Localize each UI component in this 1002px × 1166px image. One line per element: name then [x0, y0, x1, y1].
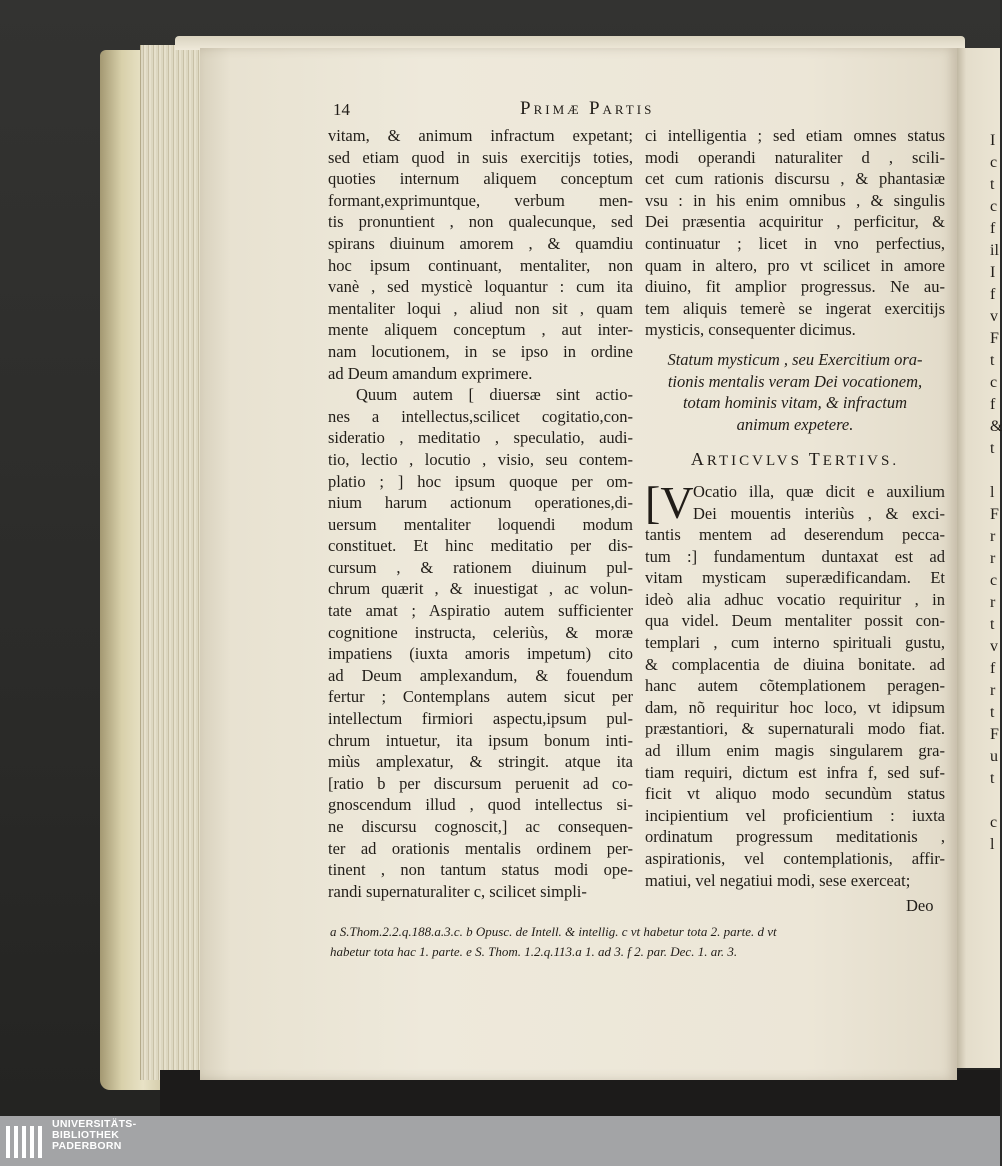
article-line: templari , cum interno spirituali gustu, [645, 633, 945, 653]
left-column-line: constituet. Et hinc meditatio per dis- [328, 536, 633, 556]
facing-page-letter: l [990, 836, 995, 853]
facing-page-letter: r [990, 528, 996, 545]
left-column-line: sed etiam quod in suis exercitijs toties, [328, 147, 633, 167]
left-column-line: ne discursu cognoscit,] ac consequen- [328, 817, 633, 836]
running-title-cap-2: P [588, 98, 603, 119]
facing-page-letter: v [990, 638, 998, 655]
heading-line: animum expetere. [736, 414, 854, 434]
left-column-line: fertur ; Contemplans autem sicut per [328, 687, 633, 707]
left-column-line: ad Deum amandum exprimere. [328, 363, 533, 383]
running-title-rest-1: RIMÆ [533, 102, 582, 117]
left-column-line: gnoscendum illud , quod intellectus si- [328, 795, 633, 815]
article-body [645, 476, 945, 891]
library-footer-bar [0, 1116, 1000, 1166]
article-line: Dei mouentis interiùs , & exci- [693, 503, 945, 523]
left-column-line: impatiens (iuxta amoris impetum) cito [328, 644, 633, 664]
article-line: vitam mysticam superædificandam. Et [645, 568, 945, 588]
facing-page-letter: f [990, 286, 996, 303]
facing-page-letter: c [990, 572, 998, 589]
right-column-line: ci intelligentia ; sed etiam omnes status [645, 126, 945, 145]
right-column-line: continuatur ; licet in vno perfectius, [645, 233, 945, 253]
left-column-line: nium harum actionum operationes,di- [328, 493, 633, 513]
article-line: aspirationis, vel contemplationis, affir- [645, 849, 945, 868]
facing-page-letter: t [990, 176, 995, 193]
section-heading [645, 349, 945, 435]
left-column-line: chrum intuetur, ita ipsum bonum inti- [328, 730, 633, 750]
article-heading [645, 449, 945, 473]
right-column [645, 125, 945, 891]
right-column-line: diuino, fit amplior progressus. Ne au- [645, 277, 945, 297]
facing-page-letter: u [990, 748, 998, 765]
article-line: tiam requiri, dictum est infra f, sed suf- [645, 762, 945, 782]
right-column-line: Dei præsentia acquiritur , perficitur, & [645, 212, 945, 232]
facing-page-letter: t [990, 352, 995, 369]
left-column-line: nes a intellectus,scilicet cogitatio,con- [328, 406, 633, 426]
article-heading-cap-1: A [690, 449, 707, 470]
left-column-line: tinent , non tantum status modi ope- [328, 860, 633, 880]
facing-page-letter: f [990, 220, 996, 237]
left-column-line: tis pronuntient , non qualecunque, sed [328, 212, 633, 232]
left-column-line: cognitione instructa, celeriùs, & moræ [328, 622, 633, 642]
right-column-line: modi operandi naturaliter d , scili- [645, 147, 945, 167]
left-column-line: uersum mentaliter loquendi modum [328, 514, 633, 534]
library-name-line-2: BIBLIOTHEK [52, 1129, 120, 1141]
facing-page-letter: & [990, 418, 1002, 435]
facing-page-letter [990, 460, 1000, 482]
article-line: qua videl. Deum mentaliter possit con- [645, 611, 945, 631]
heading-line: tionis mentalis veram Dei vocationem, [667, 371, 923, 391]
facing-page-letter: F [990, 726, 999, 743]
left-column-line: mente aliquem conceptum , aut inter- [328, 320, 633, 340]
left-column-line: vanè , sed mysticè loquantur : cum ita [328, 277, 633, 297]
facing-page-letter: t [990, 770, 995, 787]
article-text [645, 476, 945, 891]
article-heading-rest-1: RTICVLVS [706, 453, 802, 470]
heading-line: totam hominis vitam, & infractum [682, 393, 908, 413]
left-column-line: Quum autem [ diuersæ sint actio- [356, 385, 633, 405]
right-column-line: tem aliquis temerè se ingerat exercitijs [645, 298, 945, 318]
right-column-line: vsu : in his enim omnibus , & singulis [645, 190, 945, 210]
right-column-line: cet cum rationis discursu , & phantasiæ [645, 169, 945, 189]
library-logo-icon [4, 1122, 48, 1162]
facing-page-letter: t [990, 704, 995, 721]
left-column-line: formant,exprimuntque, verbum men- [328, 190, 633, 210]
article-line: ordinatum progressum meditationis , [645, 827, 945, 847]
facing-page-letter: t [990, 616, 995, 633]
running-title-rest-2: ARTIS [602, 102, 655, 117]
right-column-line: mysticis, consequenter dicimus. [645, 320, 856, 340]
left-column-line: chrum quærit , & inuestigat , ac volun- [328, 579, 633, 599]
page-number: 14 [333, 100, 350, 119]
left-column-line: platio ; ] hoc ipsum quoque per om- [328, 471, 633, 491]
library-name-line-1: UNIVERSITÄTS- [52, 1118, 137, 1130]
facing-page-letter: I [990, 264, 996, 281]
left-column-line: sideratio , meditatio , speculatio, audi- [328, 428, 633, 448]
article-line: hanc autem cõtemplationem peragen- [645, 676, 945, 696]
article-line: incipientium vel proficientium : iuxta [645, 805, 945, 825]
article-line: tantis mentem ad deserendum pecca- [645, 525, 945, 545]
right-column-top [645, 125, 945, 341]
left-column-line: nam locutionem, in se ipso in ordine [328, 341, 633, 361]
facing-page-letter: r [990, 682, 996, 699]
facing-page-letters [990, 130, 1000, 856]
catchword: Deo [906, 896, 934, 915]
facing-page-letter: I [990, 132, 996, 149]
right-column-line: quam in altero, pro vt scilicet in amore [645, 255, 945, 275]
left-column-line: cursum , & rationem diuinum pul- [328, 557, 633, 577]
article-line: & complacentia de diuina bonitate. ad [645, 654, 945, 674]
library-name-line-3: PADERBORN [52, 1140, 122, 1152]
article-line: ideò alia adhuc vocatio requiritur , in [645, 589, 945, 609]
article-line: dam, nõ requiritur hoc loco, vt idipsum [645, 697, 945, 717]
article-line: Ocatio illa, quæ dicit e auxilium [693, 481, 945, 501]
facing-page-letter: F [990, 330, 999, 347]
article-line: ad illum enim magis singularem gra- [645, 741, 945, 761]
left-column-line: intellectum firmiori aspectu,ipsum pul- [328, 709, 633, 729]
facing-page-letter: t [990, 440, 995, 457]
footnotes [330, 922, 777, 962]
left-column [328, 125, 633, 902]
facing-page-letter: l [990, 484, 995, 501]
left-column-line: [ratio b per discursum peruenit ad co- [328, 773, 633, 793]
facing-page-letter: il [990, 242, 999, 259]
left-column-line: randi supernaturaliter c, scilicet simpli- [328, 881, 587, 901]
facing-page-letter: r [990, 550, 996, 567]
dropcap-initial: [V [645, 476, 694, 528]
facing-page-letter [990, 790, 1000, 812]
facing-page-letter: v [990, 308, 998, 325]
left-column-line: quoties internum aliquem conceptum [328, 169, 633, 189]
left-column-line: tate amat ; Aspiratio autem sufficienter [328, 601, 633, 621]
footnote-line: habetur tota hac 1. parte. e S. Thom. 1.2.q.113.a 1. ad 3. f 2. par. Dec. 1. ar. 3. [330, 944, 738, 959]
facing-page-letter: f [990, 396, 996, 413]
article-line: præstantiori, & supernaturali modo fiat. [645, 719, 945, 739]
left-column-line: miùs amplexatur, & stringit. atque ita [328, 752, 633, 772]
article-heading-rest-2: ERTIVS. [822, 453, 900, 470]
facing-page-letter: c [990, 198, 998, 215]
facing-page-letter: c [990, 154, 998, 171]
facing-page-letter: f [990, 660, 996, 677]
library-name [52, 1119, 136, 1152]
heading-line: Statum mysticum , seu Exercitium ora- [667, 349, 923, 369]
article-line: ficit vt aliquo modo secundùm status [645, 784, 945, 804]
facing-page-letter: F [990, 506, 999, 523]
facing-page-letter: r [990, 594, 996, 611]
facing-page-letter: c [990, 814, 998, 831]
left-column-line: spirans diuinum amorem , & quamdiu [328, 233, 633, 253]
article-line: matiui, vel negatiui modi, sese exerceat; [645, 870, 911, 890]
facing-page-letter: c [990, 374, 998, 391]
left-column-line: ad Deum amplexandum, & fouendum [328, 665, 633, 685]
running-title-cap-1: P [520, 98, 534, 119]
left-column-line: hoc ipsum continuant, mentaliter, non [328, 255, 633, 275]
article-heading-cap-2: T [808, 449, 823, 470]
article-line: tum :] fundamentum duntaxat est ad [645, 546, 945, 566]
left-column-line: ter ad orationis mentalis ordinem per- [328, 838, 633, 858]
left-column-line: mentaliter loqui , aliud non sit , quam [328, 298, 633, 318]
footnote-line: a S.Thom.2.2.q.188.a.3.c. b Opusc. de Intell. & intellig. c vt habetur tota 2. parte. d vt [330, 924, 777, 939]
left-column-line: vitam, & animum infractum expetant; [328, 126, 633, 145]
running-title [520, 98, 654, 120]
left-column-line: tio, lectio , locutio , visio, seu contem- [328, 449, 633, 469]
